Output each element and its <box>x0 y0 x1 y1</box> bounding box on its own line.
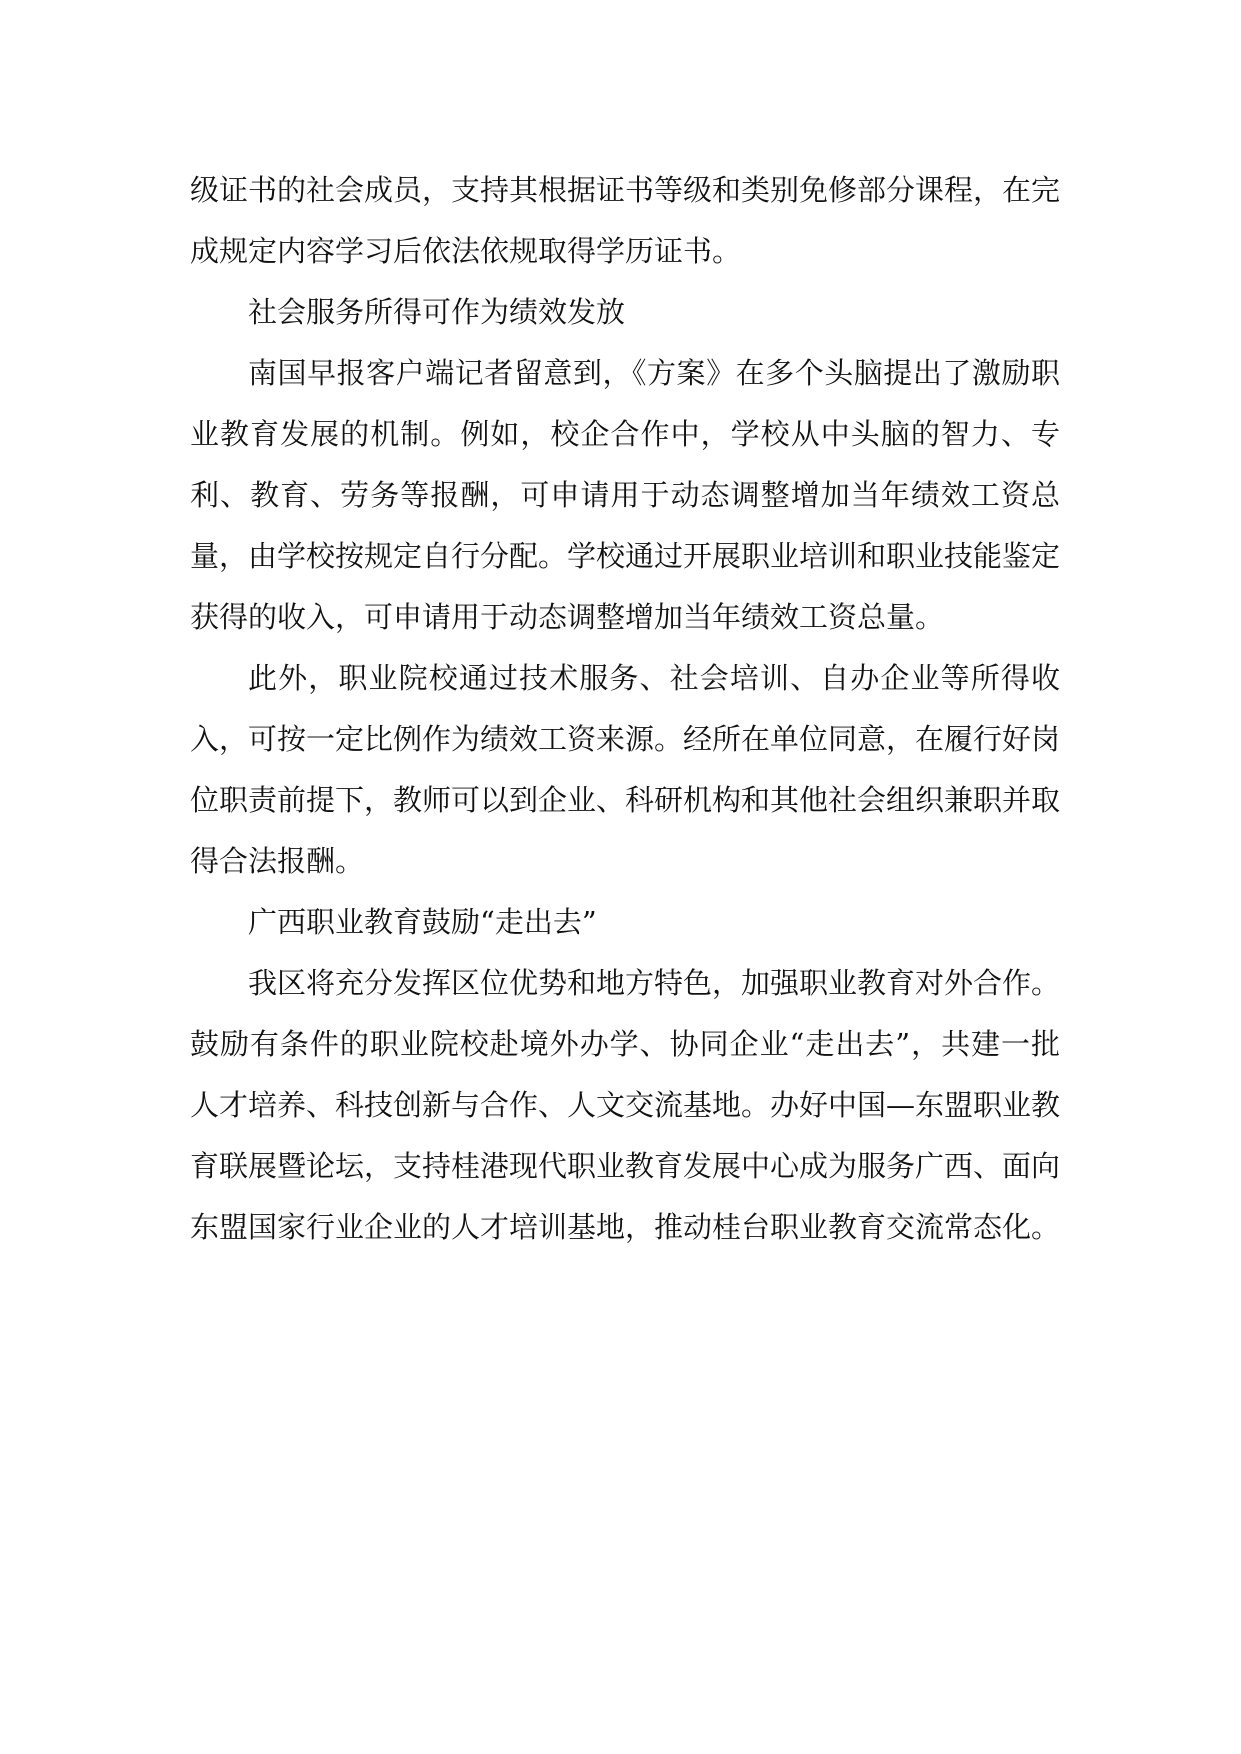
paragraph-incentive-mechanism: 南国早报客户端记者留意到，《方案》在多个头脑提出了激励职业教育发展的机制。例如，校企合作中，学校从中头脑的智力、专利、教育、劳务等报酬，可申请用于动态调整增加当年绩效工资总量，由学校按规定自行分配。学校通过开展职业培训和职业技能鉴定获得的收入，可申请用于动态调整增加当年绩效工资总量。 <box>190 356 1061 634</box>
section-heading-go-global: 广西职业教育鼓励“走出去” <box>248 905 597 939</box>
paragraph-continued-certificate: 级证书的社会成员，支持其根据证书等级和类别免修部分课程，在完成规定内容学习后依法依规取得学历证书。 <box>190 173 1061 268</box>
paragraph-teacher-part-time: 此外，职业院校通过技术服务、社会培训、自办企业等所得收入，可按一定比例作为绩效工资来源。经所在单位同意，在履行好岗位职责前提下，教师可以到企业、科研机构和其他社会组织兼职并取得合法报酬。 <box>190 661 1061 878</box>
section-heading-social-service-income: 社会服务所得可作为绩效发放 <box>248 295 626 329</box>
paragraph-external-cooperation: 我区将充分发挥区位优势和地方特色，加强职业教育对外合作。鼓励有条件的职业院校赴境外办学、协同企业“走出去”，共建一批人才培养、科技创新与合作、人文交流基地。办好中国—东盟职业教育联展暨论坛，支持桂港现代职业教育发展中心成为服务广西、面向东盟国家行业企业的人才培训基地，推动桂台职业教育交流常态化。 <box>190 966 1061 1244</box>
document-body <box>190 160 1060 1258</box>
